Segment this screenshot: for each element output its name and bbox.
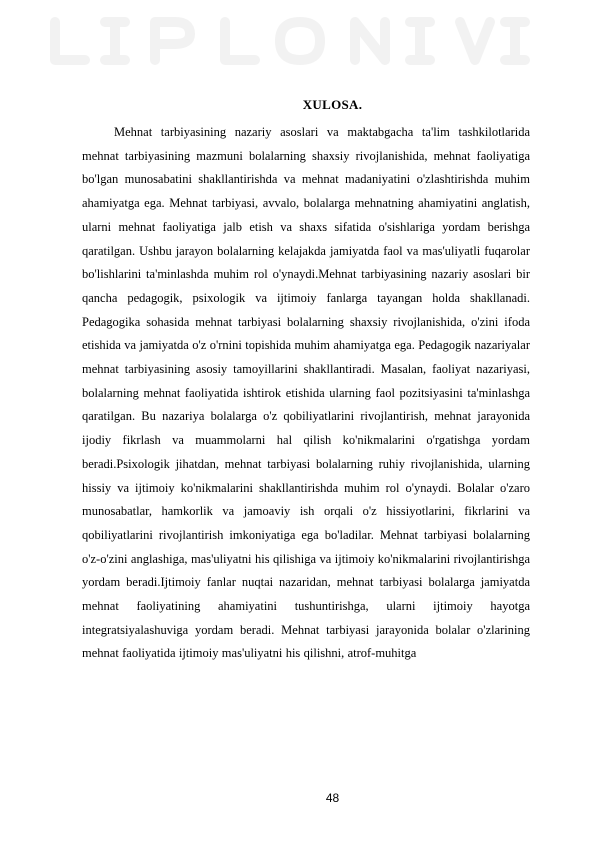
page-number: 48 — [325, 791, 340, 805]
body-paragraph: Mehnat tarbiyasining nazariy asoslari va maktabgacha ta'lim tashkilotlarida mehnat tarbiyasining mazmuni bolalarning shaxsiy rivojlanishida, mehnat faoliyatiga bo'lgan munosabatini shakllantirishda va mehnat madaniyatini o'zlashtirishda muhim ahamiyatga ega. Mehnat tarbiyasi, avvalo, bolalarga mehnatning ahamiyatini anglatish, ularni mehnat faoliyatiga jalb etish va shaxs sifatida o'sishlariga yordam berishga qaratilgan. Ushbu jarayon bolalarning kelajakda jamiyatda faol va mas'uliyatli fuqarolar bo'lishlarini ta'minlashda muhim rol o'ynaydi.Mehnat tarbiyasining nazariy asoslari bir qancha pedagogik, psixologik va ijtimoiy fanlarga tayangan holda shakllanadi. Pedagogika sohasida mehnat tarbiyasi bolalarning shaxsiy rivojlanishida, o'zini ifoda etishida va jamiyatda o'z o'rnini topishida muhim ahamiyatga ega. Pedagogik nazariyalar mehnat tarbiyasining asosiy tamoyillarini shakllantiradi. Masalan, faoliyat nazariyasi, bolalarning mehnat faoliyatida ishtirok etishida ularning faol pozitsiyasini ta'minlashga qaratilgan. Bu nazariya bolalarga o'z qobiliyatlarini rivojlantirish, mehnat jarayonida ijodiy fikrlash va muammolarni hal qilish ko'nikmalarini o'rgatishga yordam beradi.Psixologik jihatdan, mehnat tarbiyasi bolalarning ruhiy rivojlanishida, ularning hissiy va ijtimoiy ko'nikmalarini shakllantirishda muhim rol o'ynaydi. Bolalar o'zaro munosabatlar, hamkorlik va jamoaviy ish orqali o'z hissiyotlarini, fikrlarini va qobiliyatlarini rivojlantirish imkoniyatiga ega bo'ladilar. Mehnat tarbiyasi bolalarning o'z-o'zini anglashiga, mas'uliyatni his qilishiga va ijtimoiy ko'nikmalarini rivojlantirishga yordam beradi.Ijtimoiy fanlar nuqtai nazaridan, mehnat tarbiyasi bolalarga jamiyatda mehnat faoliyatining ahamiyatini tushuntirishga, ularni ijtimoiy hayotga integratsiyalashuviga yordam beradi. Mehnat tarbiyasi jarayonida bolalar o'zlarining mehnat faoliyatida ijtimoiy mas'uliyatni his qilishni, atrof-muhitga — [82, 125, 530, 661]
watermark-logo — [0, 0, 595, 80]
section-title: XULOSA. — [302, 97, 363, 112]
